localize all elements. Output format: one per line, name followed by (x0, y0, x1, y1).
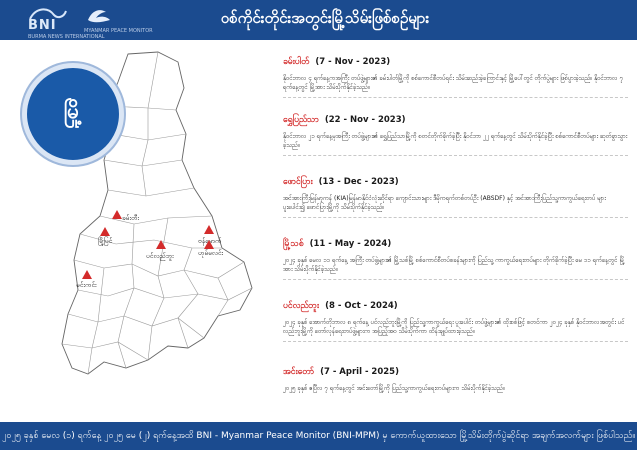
event-place: အင်းတော် (283, 367, 315, 377)
region-title-text: မြို့ (63, 99, 83, 123)
location-marker[interactable] (82, 270, 92, 279)
location-label: မင်းကင်း (76, 281, 97, 289)
location-marker[interactable] (204, 240, 214, 249)
event-date: (13 - Dec - 2023) (318, 177, 399, 187)
divider (283, 155, 628, 156)
dove-icon (84, 6, 114, 26)
location-marker[interactable] (204, 225, 214, 234)
divider (283, 279, 628, 280)
event-heading (283, 115, 628, 127)
event-entry (283, 57, 628, 92)
event-date: (22 - Nov - 2023) (324, 115, 406, 125)
divider (283, 217, 628, 218)
location-label: ခမ်းတီး (122, 214, 139, 222)
mpm-logo (84, 6, 153, 36)
bni-logo-subtitle: BURMA NEWS INTERNATIONAL (28, 34, 105, 40)
event-description: နိုဝင်ဘာလ ၂၁ ရက်နေ့မှအကြီး တပ်ဖွဲ့များ၏ ရွှေပြည်သာမြို့ကို စတင်တိုက်ခိုက်ခဲ့ပြီး နိုဝင်ဘာ ၂၂ ရက်နေ့တွင် သိမ်းပိုက်နိုင်ခဲ့ပြီး စစ်ကောင်စီတပ်များ ဆုတ်ခွာသွားခဲ့သည်။ (283, 133, 628, 149)
location-label: ပင်လည်ဘူး (146, 252, 174, 260)
event-entry (283, 239, 628, 274)
event-heading (283, 177, 628, 189)
event-description: ၂၀၂၄ ခုနှစ် အောက်တိုဘာလ ၈ ရက်နေ့ ပင်လည်ဘူးမြို့ကို ပြည်သူ့ကာကွယ်ရေး ပူးပေါင်း တပ်ဖွဲ့များ၏ ထိုးစစ်ဖြင့် စတင်ကာ ၂၀၂၄ ခုနှစ် နိုဝင်ဘာလအတွင်း ပင်လည်ဘူးမြို့ကို တော်လှန်ရေးတပ်ဖွဲ့များက အပြည့်အဝ သိမ်းပိုက်ကာ ထိန်းချုပ်ထားခဲ့သည်။ (283, 319, 625, 335)
page-title: ဝစ်ကိုင်းတိုင်းအတွင်းမြို့သိမ်းဖြစ်စဉ်များ (220, 9, 430, 27)
event-description: နိုဝင်ဘာလ ၄ ရက်နေ့ကအကြီး တပ်ဖွဲ့များ၏ ခမ်းပါတ်မြို့ကို စစ်ကောင်စီတပ်ရင်း သိမ်းဆည်းခဲ့ကြောင်းနှင့် မြို့ပေါ်တွင် တိုက်ပွဲများ ဖြစ်ပွားခဲ့သည်။ နိုဝင်ဘာလ ၇ ရက်နေ့တွင် မြို့အား သိမ်းပိုက်နိုင်ခဲ့သည်။ (283, 75, 624, 91)
footer-bar (0, 422, 637, 450)
event-date: (11 - May - 2024) (309, 239, 392, 249)
event-entry (283, 367, 628, 393)
event-place: ဖောင်ပြား (283, 177, 313, 187)
mpm-logo-subtitle: MYANMAR PEACE MONITOR (84, 28, 153, 34)
event-place: ရွှေပြည်သာ (283, 115, 319, 125)
event-date: (8 - Oct - 2024) (325, 301, 398, 311)
event-date: (7 - April - 2025) (320, 367, 399, 377)
region-title-badge (22, 63, 124, 165)
event-heading (283, 57, 628, 69)
event-heading (283, 301, 628, 313)
header-bar (0, 0, 637, 40)
location-label: မြို့ပြင် (98, 237, 113, 245)
bni-logo (28, 6, 105, 40)
location-marker[interactable] (100, 227, 110, 236)
event-description: ၂၀၂၅ ခုနှစ် ဧပြီလ ၇ ရက်နေ့တွင် အင်းတော်မြို့ကို ပြည်သူ့ကာကွယ်ရေးတပ်များက သိမ်းပိုက်နိုင်ခဲ့သည်။ (283, 385, 505, 392)
event-heading (283, 367, 628, 379)
events-panel (283, 49, 628, 413)
event-description: ၂၀၂၄ ခုနှစ် မေလ ၁၁ ရက်နေ့ အကြီး တပ်ဖွဲ့များ၏ မြို့သစ်မြို့ စစ်ကောင်စီတပ်စခန်းများကို ပြည်သူ့ ကာကွယ်ရေးတပ်များ တိုက်ခိုက်ခဲ့ပြီး မေ ၁၁ ရက်နေ့တွင် မြို့အား သိမ်းပိုက်နိုင်ခဲ့သည်။ (283, 257, 625, 273)
event-date: (7 - Nov - 2023) (315, 57, 391, 67)
location-marker[interactable] (112, 210, 122, 219)
event-description: အင်အားကြီးမြန်မာ့ကန် (KIA)မြန်မာနိုင်ငံလုံးဆိုင်ရာ ကျောင်းသားများ ဒီမိုကရက်တစ်တပ်ဦး (ABSDF) နှင့် အင်အားကြီးပြည်သူ့ကာကွယ်ရေးတပ် များ ပူးပေါင်း၍ ဖောင်ပြားမြို့ကို သိမ်းပိုက်နိုင်ခဲ့သည်။ (283, 195, 606, 211)
event-entry (283, 301, 628, 336)
location-label: ဗန်မောက် (198, 237, 222, 245)
event-place: ပင်လည်ဘူး (283, 301, 320, 311)
event-place: ခမ်းပါတ် (283, 57, 310, 67)
divider (283, 97, 628, 98)
bni-logo-text: BNI (28, 18, 57, 33)
event-entry (283, 177, 628, 212)
footer-text: ၂၀၂၅ ခုနှစ် မေလ (၁) ရက်နေ့ ၂၀၂၅ မေ (၂) ရက်နေ့အထိ BNI - Myanmar Peace Monitor (BNI-MPM) မှ ကောက်ယူထားသော မြို့သိမ်းတိုက်ပွဲဆိုင်ရာ အချက်အလက်များ ဖြစ်ပါသည်။ (1, 431, 636, 441)
divider (283, 341, 628, 342)
location-label: ဟုမ်မလင်း (198, 249, 224, 257)
event-place: မြို့သစ် (283, 239, 304, 249)
event-heading (283, 239, 628, 251)
location-marker[interactable] (156, 240, 166, 249)
event-entry (283, 115, 628, 150)
